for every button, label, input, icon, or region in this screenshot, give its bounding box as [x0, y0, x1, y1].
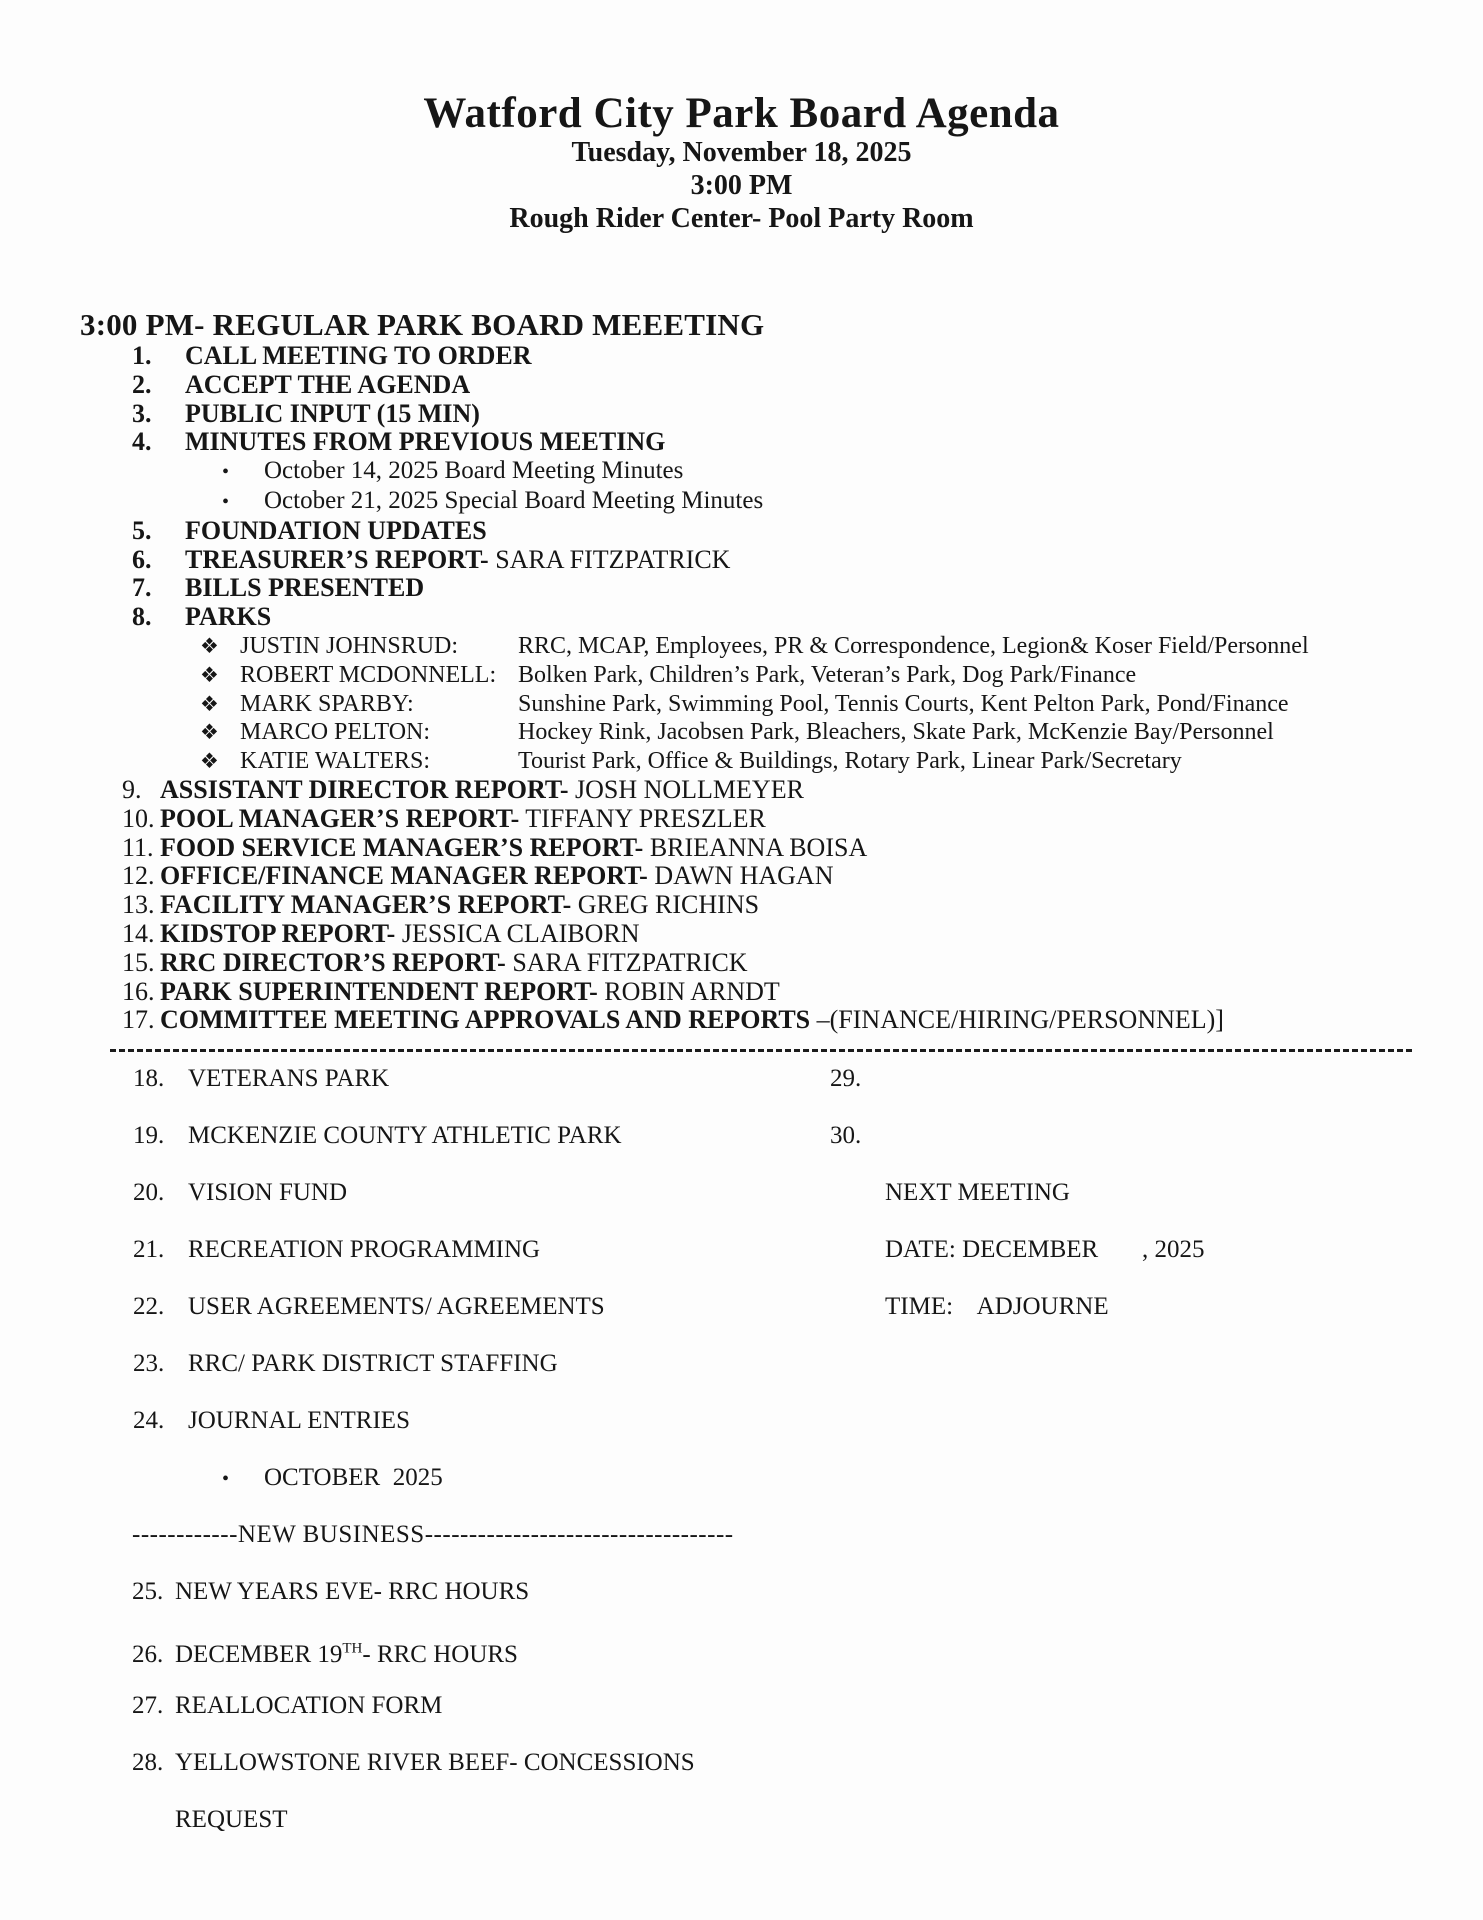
park-areas: Bolken Park, Children’s Park, Veteran’s Park, Dog Park/Finance [518, 661, 1137, 688]
item-number: 27. [132, 1692, 164, 1720]
minutes-bullet: October 21, 2025 Special Board Meeting Minutes [264, 486, 764, 514]
old-business-item-21 [0, 1235, 697, 1292]
location-line: Rough Rider Center- Pool Party Room [509, 203, 974, 234]
item-number: 28. [132, 1749, 164, 1777]
page-title: Watford City Park Board Agenda [423, 90, 1060, 137]
item-name: DAWN HAGAN [647, 861, 834, 891]
item-number: 9. [122, 774, 142, 804]
item-number: 25. [132, 1578, 164, 1606]
item-number: 22. [133, 1293, 165, 1321]
item-label: REALLOCATION FORM [175, 1692, 443, 1720]
park-assignment-row [0, 718, 1483, 747]
empty-cell [697, 1406, 1483, 1463]
park-areas: RRC, MCAP, Employees, PR & Correspondence, Legion& Koser Field/Personnel [518, 632, 1309, 659]
park-assignment-row [0, 690, 1483, 719]
agenda-item-3 [0, 400, 1483, 429]
item-label: NEW YEARS EVE- RRC HOURS [175, 1578, 530, 1606]
item-number: 30. [830, 1122, 862, 1150]
park-member-name: JUSTIN JOHNSRUD: [240, 632, 459, 659]
item-label: FOUNDATION UPDATES [185, 515, 487, 545]
ordinal-superscript: TH [342, 1641, 363, 1658]
agenda-item-4 [0, 428, 1483, 457]
item-name: SARA FITZPATRICK [488, 544, 731, 574]
old-business-item-22 [0, 1292, 697, 1349]
journal-entries-bullet-row [0, 1463, 1483, 1520]
agenda-item-9 [0, 776, 1483, 805]
item-label: USER AGREEMENTS/ AGREEMENTS [188, 1293, 605, 1321]
agenda-item-16 [0, 978, 1483, 1007]
agenda-item-6 [0, 546, 1483, 575]
bullet-dot-icon: • [222, 461, 230, 484]
old-business-item-23 [0, 1349, 697, 1406]
agenda-item-2 [0, 371, 1483, 400]
diamond-bullet-icon: ❖ [200, 662, 219, 687]
item-number: 1. [132, 341, 152, 370]
item-number: 11. [122, 832, 154, 862]
agenda-item-14 [0, 920, 1483, 949]
item-number: 3. [132, 398, 152, 428]
old-business-item-29 [697, 1064, 1483, 1121]
item-number: 21. [133, 1236, 165, 1264]
park-member-name: MARCO PELTON: [240, 719, 431, 746]
bullet-dot-icon: • [222, 490, 230, 513]
new-business-item-25 [0, 1577, 1483, 1634]
item-name: ROBIN ARNDT [597, 976, 780, 1006]
diamond-bullet-icon: ❖ [200, 749, 219, 774]
diamond-bullet-icon: ❖ [200, 633, 219, 658]
park-areas: Hockey Rink, Jacobsen Park, Bleachers, Skate Park, McKenzie Bay/Personnel [518, 719, 1274, 746]
park-areas: Tourist Park, Office & Buildings, Rotary Park, Linear Park/Secretary [518, 748, 1182, 775]
item-label: JOURNAL ENTRIES [188, 1407, 410, 1435]
agenda-item-17 [0, 1006, 1483, 1035]
item-number: 26. [132, 1641, 164, 1669]
item-label: MINUTES FROM PREVIOUS MEETING [185, 427, 666, 457]
minutes-bullet-row [0, 487, 1483, 517]
item-label: POOL MANAGER’S REPORT- [160, 803, 520, 833]
item-number: 24. [133, 1407, 165, 1435]
item-label: MCKENZIE COUNTY ATHLETIC PARK [188, 1122, 622, 1150]
item-label: OFFICE/FINANCE MANAGER REPORT- [160, 861, 648, 891]
section-divider [110, 1049, 1412, 1052]
park-assignment-row [0, 661, 1483, 690]
item-number: 12. [122, 861, 155, 891]
item-number: 18. [133, 1065, 165, 1093]
old-business-section [0, 1064, 1483, 1463]
item-label-pre: DECEMBER 19 [175, 1641, 343, 1669]
new-business-divider: ------------NEW BUSINESS----------------------------------- [132, 1521, 734, 1549]
item-name: GREG RICHINS [571, 890, 760, 920]
item-name: –(FINANCE/HIRING/PERSONNEL)] [816, 1005, 1224, 1035]
time-line: 3:00 PM [690, 170, 793, 201]
item-label: PUBLIC INPUT (15 MIN) [185, 398, 480, 428]
item-name: JESSICA CLAIBORN [395, 918, 640, 948]
item-label: ACCEPT THE AGENDA [185, 369, 471, 399]
item-number: 16. [122, 976, 155, 1006]
item-label: RECREATION PROGRAMMING [188, 1236, 541, 1264]
item-label: KIDSTOP REPORT- [160, 918, 396, 948]
new-business-item-28 [0, 1748, 1483, 1805]
diamond-bullet-icon: ❖ [200, 720, 219, 745]
agenda-item-10 [0, 805, 1483, 834]
new-business-item-26 [0, 1634, 1483, 1691]
item-number: 14. [122, 918, 155, 948]
item-continuation: REQUEST [175, 1806, 288, 1834]
new-business-item-27 [0, 1691, 1483, 1748]
item-label: VETERANS PARK [188, 1065, 390, 1093]
item-label: CALL MEETING TO ORDER [185, 341, 532, 370]
agenda-item-5 [0, 517, 1483, 546]
item-label: FOOD SERVICE MANAGER’S REPORT- [160, 832, 644, 862]
item-number: 10. [122, 803, 155, 833]
item-label: FACILITY MANAGER’S REPORT- [160, 890, 572, 920]
minutes-bullet-row [0, 457, 1483, 487]
item-label: PARK SUPERINTENDENT REPORT- [160, 976, 598, 1006]
item-name: BRIEANNA BOISA [643, 832, 868, 862]
item-label: PARKS [185, 602, 272, 632]
park-assignment-row [0, 747, 1483, 776]
item-label: COMMITTEE MEETING APPROVALS AND REPORTS [160, 1005, 817, 1035]
next-meeting-time: TIME: ADJOURNE [885, 1293, 1109, 1321]
park-member-name: ROBERT MCDONNELL: [240, 661, 497, 688]
item-label: VISION FUND [188, 1179, 348, 1207]
item-label [175, 1641, 518, 1668]
item-label: YELLOWSTONE RIVER BEEF- CONCESSIONS [175, 1749, 695, 1777]
journal-entries-bullet: OCTOBER 2025 [264, 1464, 443, 1492]
item-label: RRC DIRECTOR’S REPORT- [160, 947, 506, 977]
diamond-bullet-icon: ❖ [200, 691, 219, 716]
old-business-item-18 [0, 1064, 697, 1121]
old-business-item-30 [697, 1121, 1483, 1178]
item-number: 19. [133, 1122, 165, 1150]
item-number: 15. [122, 947, 155, 977]
item-label: BILLS PRESENTED [185, 573, 425, 603]
item-number: 13. [122, 890, 155, 920]
agenda-item-15 [0, 949, 1483, 978]
item-number: 7. [132, 573, 152, 603]
agenda-item-8 [0, 603, 1483, 632]
item-name: JOSH NOLLMEYER [568, 774, 804, 804]
agenda-item-11 [0, 834, 1483, 863]
item-label: TREASURER’S REPORT- [185, 544, 489, 574]
old-business-item-20 [0, 1178, 697, 1235]
item-number: 5. [132, 515, 152, 545]
agenda-item-1 [0, 342, 1483, 371]
next-meeting-date: DATE: DECEMBER , 2025 [885, 1236, 1205, 1264]
old-business-item-19 [0, 1121, 697, 1178]
item-label-post: - RRC HOURS [362, 1641, 518, 1669]
old-business-item-24 [0, 1406, 697, 1463]
item-number: 29. [830, 1065, 862, 1093]
agenda-item-13 [0, 891, 1483, 920]
agenda-item-12 [0, 862, 1483, 891]
minutes-bullet: October 14, 2025 Board Meeting Minutes [264, 457, 684, 485]
item-label: ASSISTANT DIRECTOR REPORT- [160, 774, 569, 804]
item-number: 6. [132, 544, 152, 574]
item-number: 2. [132, 369, 152, 399]
date-line: Tuesday, November 18, 2025 [571, 137, 912, 168]
item-name: SARA FITZPATRICK [505, 947, 748, 977]
document-header [0, 0, 1483, 235]
item-number: 17. [122, 1005, 155, 1035]
item-number: 23. [133, 1350, 165, 1378]
agenda-item-7 [0, 574, 1483, 603]
park-areas: Sunshine Park, Swimming Pool, Tennis Courts, Kent Pelton Park, Pond/Finance [518, 690, 1289, 717]
bullet-dot-icon: • [222, 1468, 230, 1491]
agenda-list [0, 342, 1483, 1035]
park-assignment-row [0, 632, 1483, 661]
next-meeting-heading: NEXT MEETING [885, 1179, 1070, 1207]
item-number: 4. [132, 427, 152, 457]
meeting-heading: 3:00 PM- REGULAR PARK BOARD MEEETING [80, 307, 765, 342]
park-member-name: MARK SPARBY: [240, 690, 414, 717]
park-member-name: KATIE WALTERS: [240, 748, 431, 775]
item-label: RRC/ PARK DISTRICT STAFFING [188, 1350, 558, 1378]
item-number: 20. [133, 1179, 165, 1207]
item-number: 8. [132, 602, 152, 632]
empty-cell [697, 1349, 1483, 1406]
item-name: TIFFANY PRESZLER [519, 803, 766, 833]
